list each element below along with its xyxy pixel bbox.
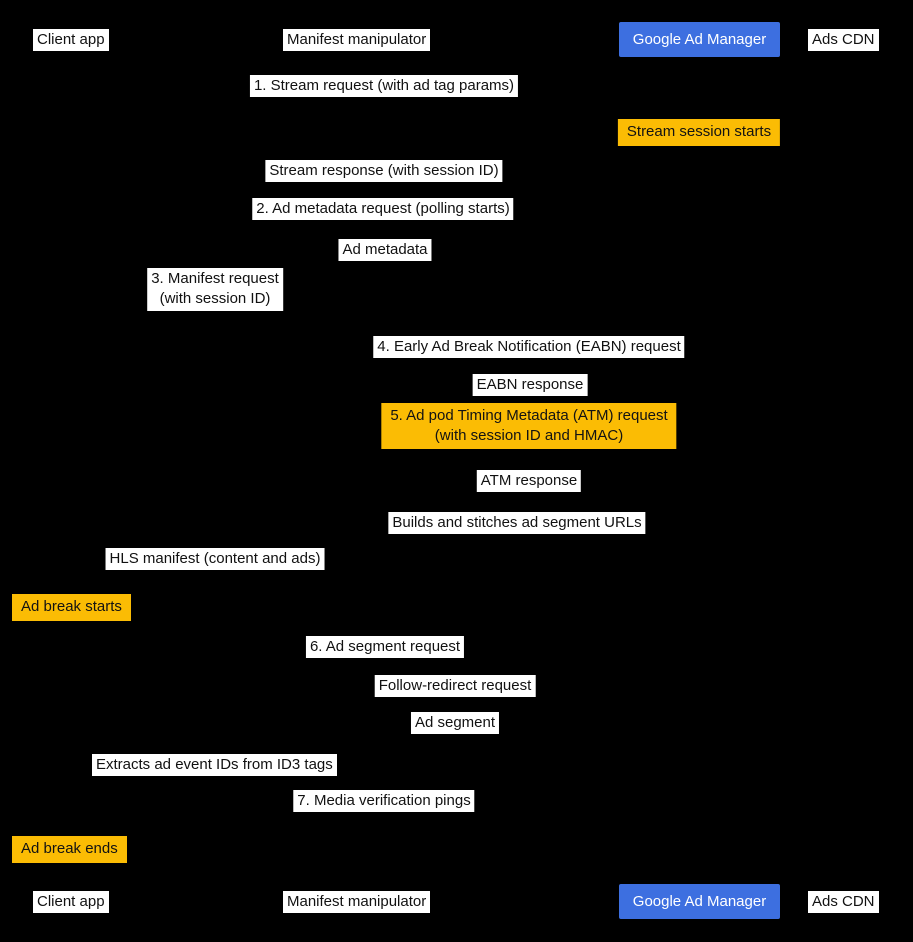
actor-client-app-bottom: Client app <box>33 891 109 913</box>
note-atm-request <box>381 403 676 449</box>
note-stream-session-starts: Stream session starts <box>618 119 780 146</box>
note-atm-request-line2: (with session ID and HMAC) <box>434 426 624 444</box>
message-stream-response: Stream response (with session ID) <box>265 160 502 182</box>
message-stream-request: 1. Stream request (with ad tag params) <box>250 75 518 97</box>
note-extracts-id3-tags: Extracts ad event IDs from ID3 tags <box>92 754 337 776</box>
actor-ads-cdn-top: Ads CDN <box>808 29 879 51</box>
message-manifest-request-line2: (with session ID) <box>159 290 271 308</box>
message-media-verification-pings: 7. Media verification pings <box>293 790 474 812</box>
actor-ads-cdn-bottom: Ads CDN <box>808 891 879 913</box>
message-ad-segment: Ad segment <box>411 712 499 734</box>
message-eabn-request: 4. Early Ad Break Notification (EABN) request <box>373 336 684 358</box>
actor-google-ad-manager-top: Google Ad Manager <box>619 22 780 57</box>
message-eabn-response: EABN response <box>473 374 588 396</box>
message-manifest-request <box>147 268 283 311</box>
note-builds-and-stitches: Builds and stitches ad segment URLs <box>388 512 645 534</box>
message-hls-manifest: HLS manifest (content and ads) <box>106 548 325 570</box>
note-ad-break-ends: Ad break ends <box>12 836 127 863</box>
message-manifest-request-line1: 3. Manifest request <box>151 270 279 287</box>
actor-google-ad-manager-bottom: Google Ad Manager <box>619 884 780 919</box>
message-ad-segment-request: 6. Ad segment request <box>306 636 464 658</box>
actor-manifest-manipulator-bottom: Manifest manipulator <box>283 891 430 913</box>
actor-manifest-manipulator-top: Manifest manipulator <box>283 29 430 51</box>
note-ad-break-starts: Ad break starts <box>12 594 131 621</box>
note-atm-request-line1: 5. Ad pod Timing Metadata (ATM) request <box>390 407 668 424</box>
actor-client-app-top: Client app <box>33 29 109 51</box>
message-ad-metadata: Ad metadata <box>338 239 431 261</box>
message-follow-redirect-request: Follow-redirect request <box>375 675 536 697</box>
message-ad-metadata-request: 2. Ad metadata request (polling starts) <box>252 198 513 220</box>
message-atm-response: ATM response <box>477 470 581 492</box>
